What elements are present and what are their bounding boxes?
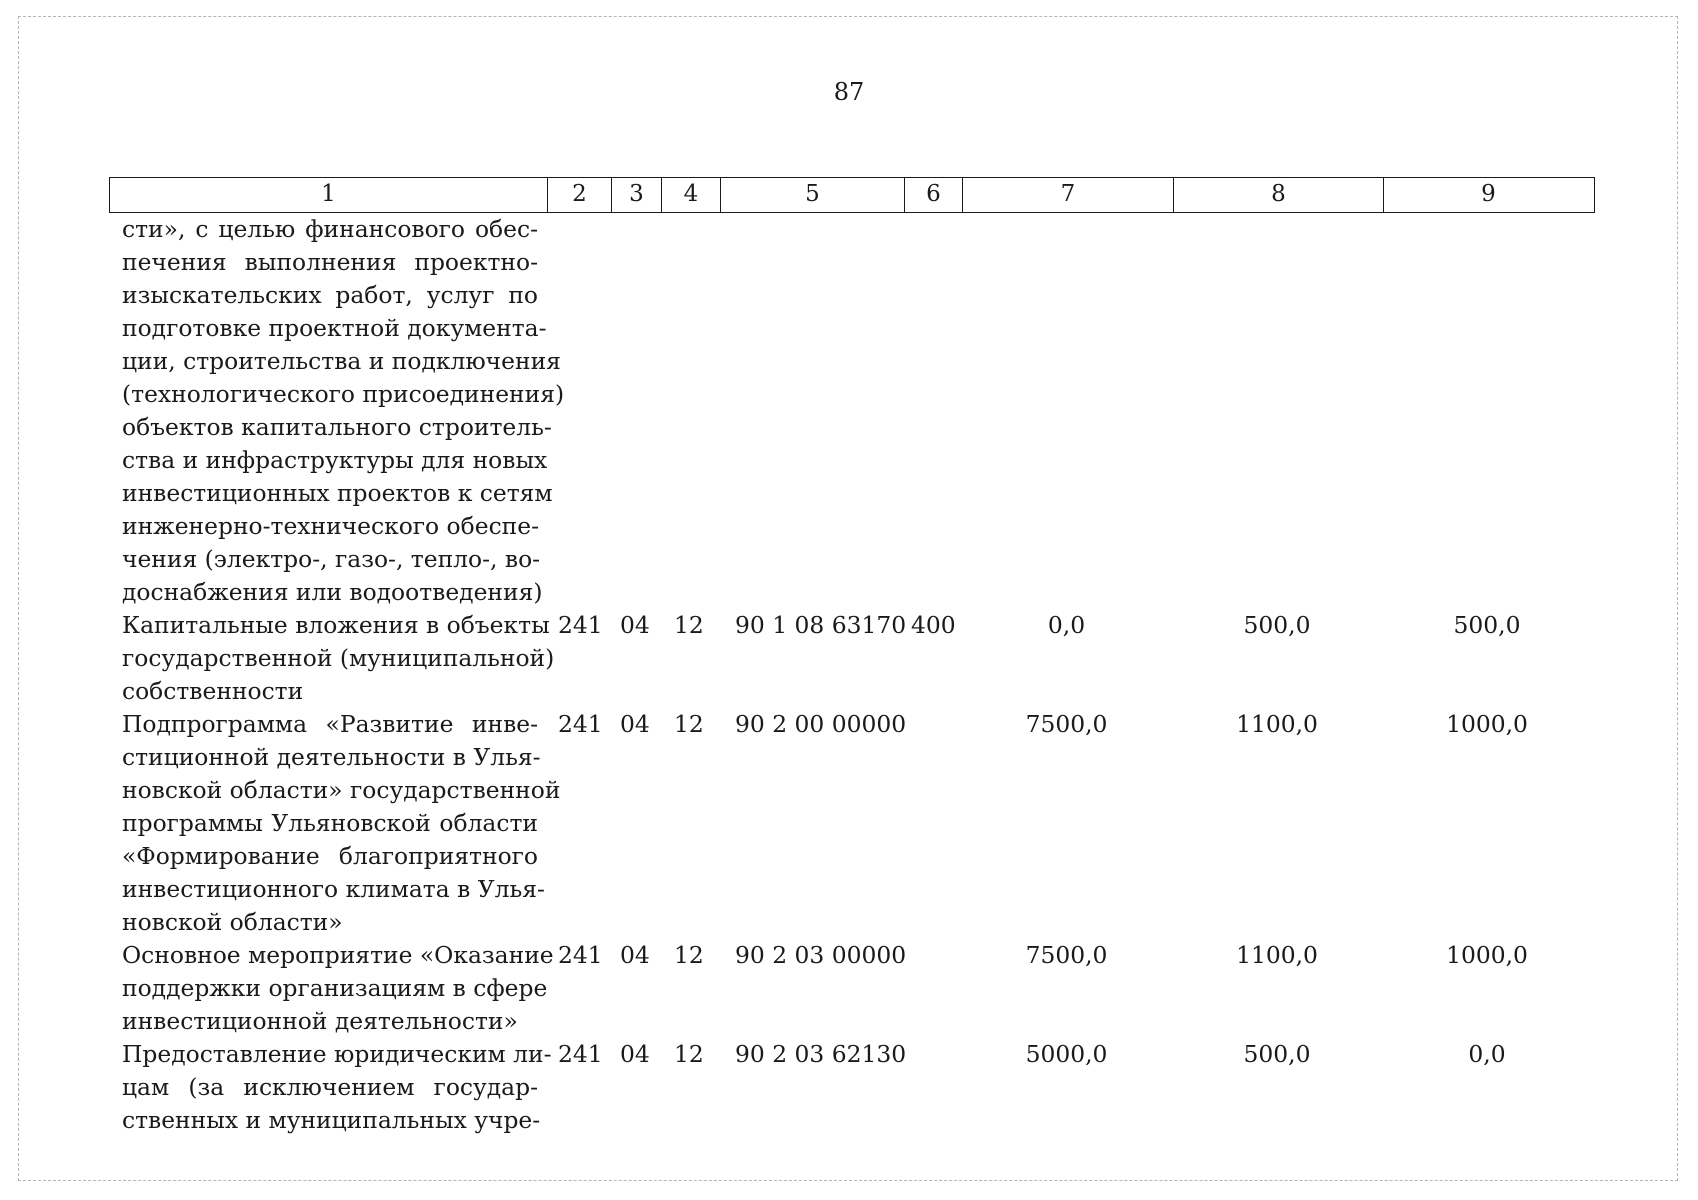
row-description [109,1038,552,1137]
cell-col-4: 12 [674,1040,704,1068]
cell-col-9: 500,0 [1453,611,1521,639]
cell-col-2: 241 [558,611,603,639]
cell-col-5 [719,213,903,609]
cell-col-5: 90 1 08 63170 [735,611,907,639]
cell-col-8: 500,0 [1243,1040,1311,1068]
header-col-9: 9 [1383,178,1593,212]
cell-col-2 [546,213,610,609]
cell-col-8 [1172,213,1382,609]
description-line: подготовке проектной документа- [122,314,547,342]
description-line: ственных и муниципальных учре- [122,1106,541,1134]
cell-col-8: 500,0 [1243,611,1311,639]
row-description [109,708,561,939]
header-col-8: 8 [1173,178,1383,212]
description-line: изыскательских работ, услуг по [122,281,538,309]
cell-col-2: 241 [558,710,603,738]
description-line: Капитальные вложения в объекты [122,611,550,639]
description-line: инвестиционного климата в Улья- [122,875,545,903]
header-col-6: 6 [904,178,962,212]
table-header-row [109,177,1595,213]
description-line: ства и инфраструктуры для новых [122,446,548,474]
description-line: печения выполнения проектно- [122,248,538,276]
description-line: Основное мероприятие «Оказание [122,941,554,969]
header-col-4: 4 [661,178,720,212]
budget-table [109,177,1595,1137]
cell-col-5: 90 2 03 00000 [735,941,907,969]
cell-col-9: 1000,0 [1446,941,1528,969]
cell-col-4: 12 [674,611,704,639]
description-line: объектов капитального строитель- [122,413,552,441]
cell-col-7: 5000,0 [1025,1040,1108,1068]
description-line: Подпрограмма «Развитие инве- [122,710,538,738]
description-line: стиционной деятельности в Улья- [122,743,541,771]
cell-col-9: 0,0 [1468,1040,1506,1068]
cell-col-6 [903,213,961,609]
description-line: «Формирование благоприятного [122,842,538,870]
cell-col-6 [903,1038,961,1137]
description-line: Предоставление юридическим ли- [122,1040,552,1068]
description-line: поддержки организациям в сфере [122,974,548,1002]
table-row [109,1038,1595,1137]
cell-col-6 [903,708,961,939]
description-line: цам (за исключением государ- [122,1073,538,1101]
description-line: инженерно-технического обеспе- [122,512,539,540]
table-row [109,609,1595,708]
cell-col-5: 90 2 00 00000 [735,710,907,738]
cell-col-2: 241 [558,941,603,969]
cell-col-8: 1100,0 [1236,941,1318,969]
description-line: государственной (муниципальной) [122,644,555,672]
cell-col-7: 7500,0 [1025,941,1108,969]
header-col-2: 2 [547,178,611,212]
cell-col-3: 04 [620,611,650,639]
description-line: (технологического присоединения) [122,380,565,408]
page-number: 87 [833,78,865,106]
cell-col-5: 90 2 03 62130 [735,1040,907,1068]
description-line: чения (электро-, газо-, тепло-, во- [122,545,541,573]
cell-col-7 [961,213,1172,609]
cell-col-2: 241 [558,1040,603,1068]
header-col-5: 5 [720,178,904,212]
table-body [109,213,1595,1137]
cell-col-4: 12 [674,710,704,738]
description-line: инвестиционной деятельности» [122,1007,518,1035]
table-row [109,708,1595,939]
cell-col-3 [610,213,660,609]
description-line: новской области» [122,908,343,936]
cell-col-9: 1000,0 [1446,710,1528,738]
cell-col-9 [1382,213,1592,609]
cell-col-3: 04 [620,941,650,969]
cell-col-7: 7500,0 [1025,710,1108,738]
table-row [109,213,1595,609]
table-row [109,939,1595,1038]
row-description [109,213,565,609]
cell-col-6: 400 [911,611,956,639]
header-col-3: 3 [611,178,661,212]
header-col-7: 7 [962,178,1173,212]
cell-col-8: 1100,0 [1236,710,1318,738]
cell-col-3: 04 [620,710,650,738]
cell-col-7: 0,0 [1047,611,1086,639]
cell-col-6 [903,939,961,1038]
description-line: собственности [122,677,304,705]
description-line: новской области» государственной [122,776,561,804]
header-col-1: 1 [321,181,336,207]
cell-col-3: 04 [620,1040,650,1068]
row-description [109,939,554,1038]
description-line: программы Ульяновской области [122,809,538,837]
description-line: ции, строительства и подключения [122,347,561,375]
description-line: инвестиционных проектов к сетям [122,479,553,507]
description-line: сти», с целью финансового обес- [122,215,538,243]
description-line: доснабжения или водоотведения) [122,578,543,606]
cell-col-4 [660,213,719,609]
row-description [109,609,555,708]
cell-col-4: 12 [674,941,704,969]
